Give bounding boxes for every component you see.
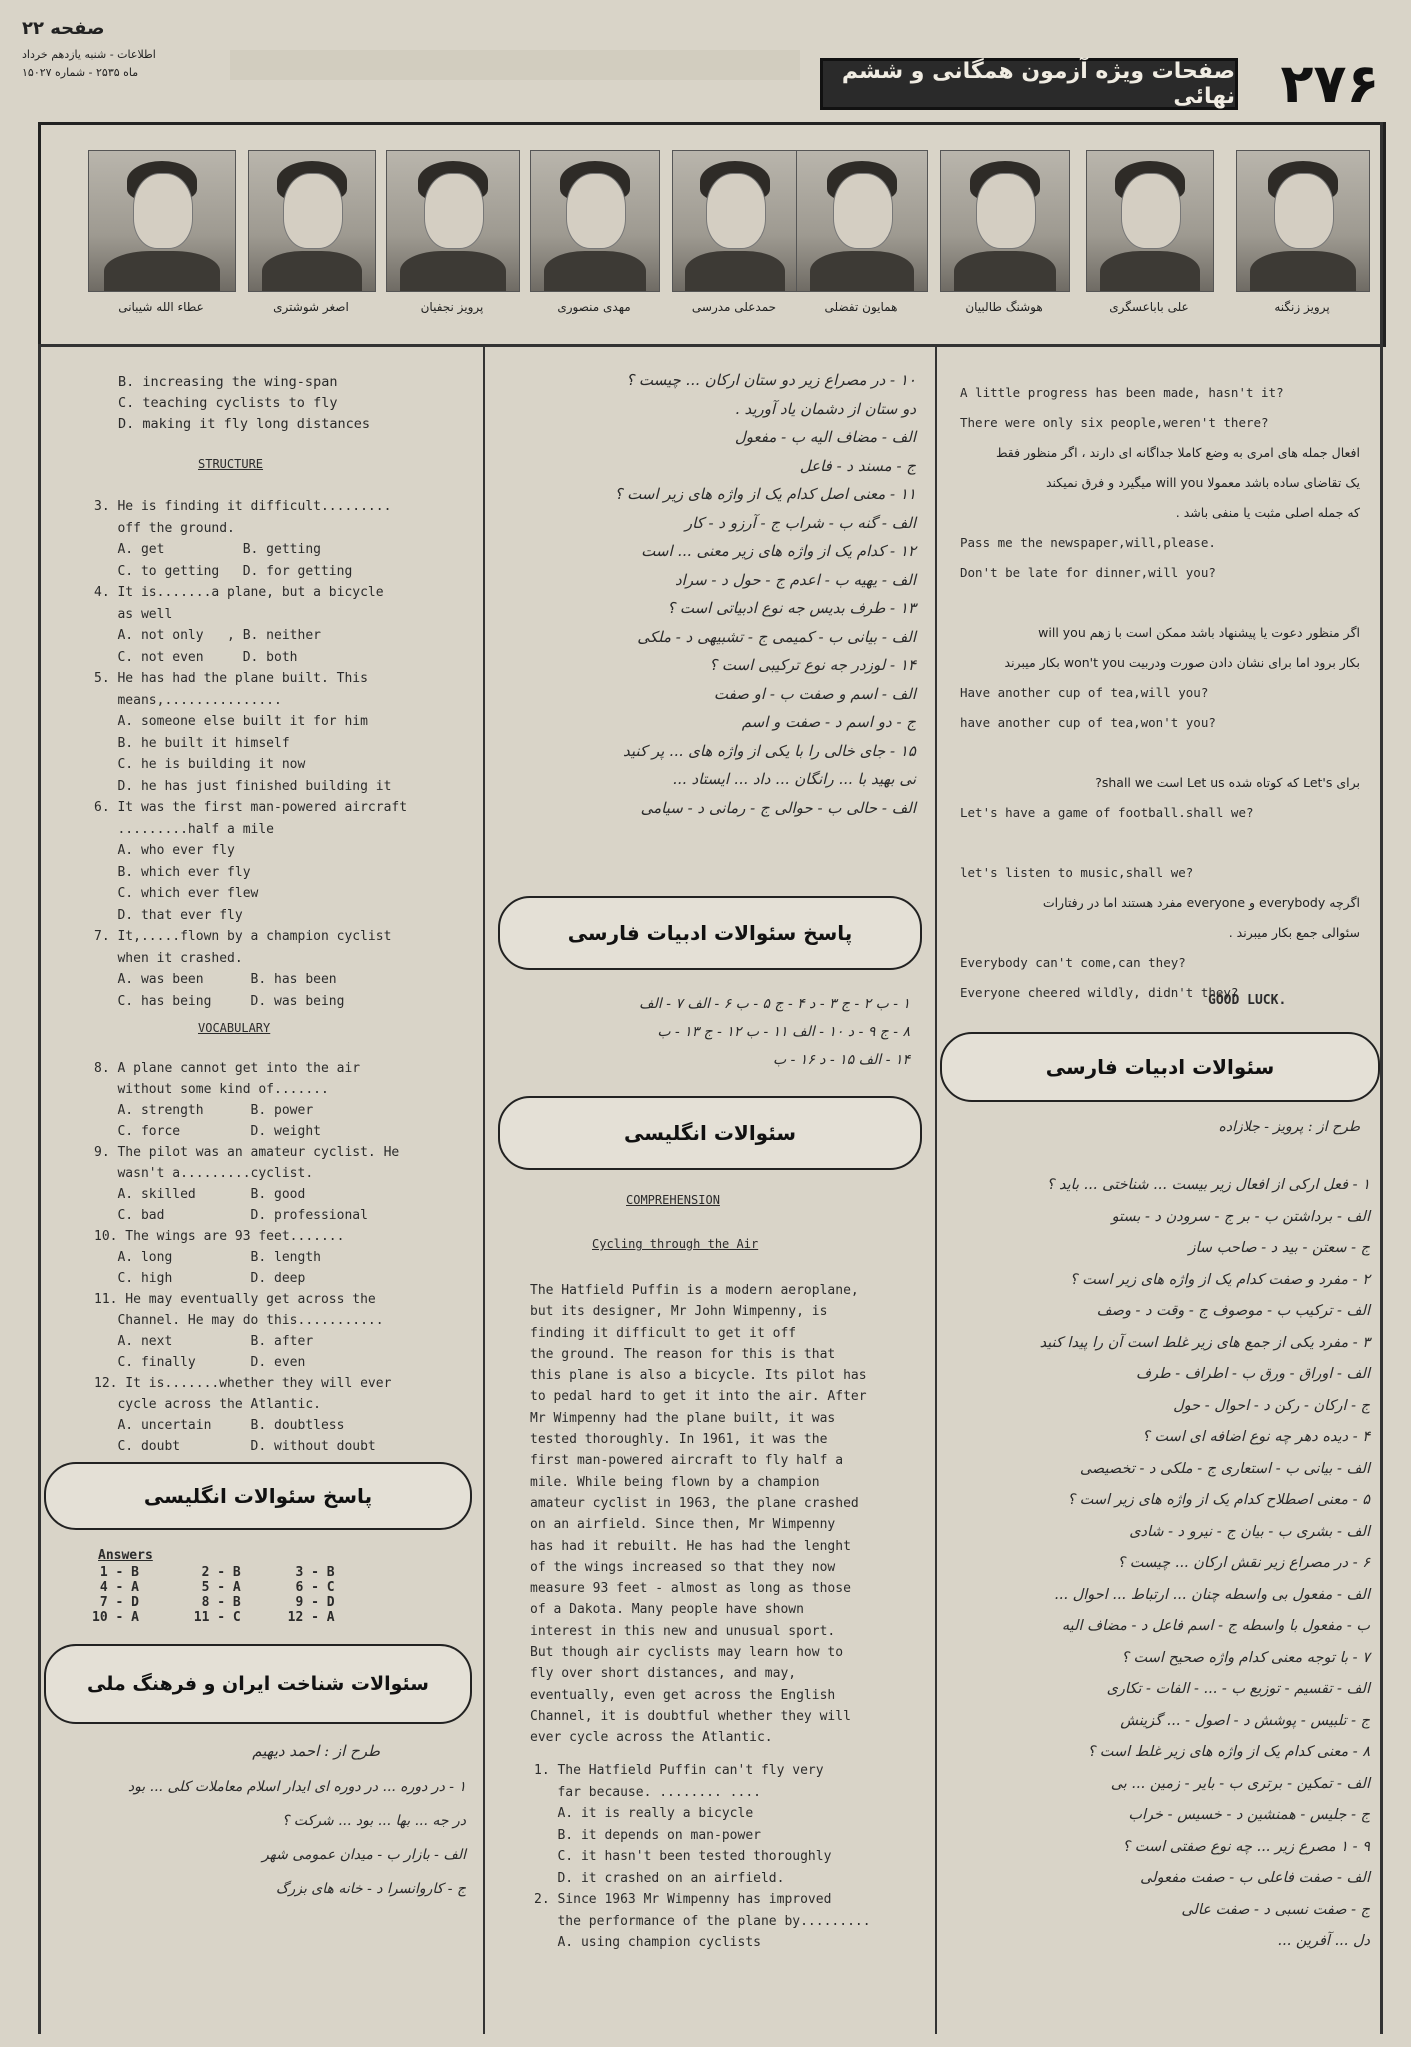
question-line: A. long B. length [94, 1250, 321, 1265]
vocabulary-heading: VOCABULARY [198, 1021, 271, 1035]
passage-line: the ground. The reason for this is that [530, 1346, 836, 1362]
comprehension-passage [530, 1280, 930, 1749]
question-line: when it crashed. [94, 950, 243, 966]
page-label: صفحه ۲۲ [22, 18, 105, 39]
issue-line: ماه ۲۵۳۵ - شماره ۱۵۰۲۷ [22, 66, 139, 79]
question-line: C. finally D. even [94, 1355, 306, 1370]
answers-grid [92, 1565, 335, 1625]
teacher-photo [88, 150, 236, 292]
question-line: C. to getting D. for getting [94, 563, 353, 579]
question-line: D. he has just finished building it [94, 778, 392, 794]
culture-title [44, 1644, 472, 1724]
handwritten-line: الف - تقسیم - توزیع ب - ... - الفات - تکاری [1106, 1681, 1370, 1697]
answer-row: 4 - A 5 - A 6 - C [92, 1580, 335, 1595]
persian-questions-continued [500, 366, 916, 822]
question-line: A. strength B. power [94, 1103, 314, 1118]
question-line: 5. He has had the plane built. This [94, 671, 368, 686]
persian-note-line: سئوالی جمع بکار میبرند . [1228, 925, 1360, 940]
teacher-photo [248, 150, 376, 292]
faded-banner [230, 50, 800, 80]
handwritten-line: الف - بیانی ب - کمیمی ج - تشبیهی د - ملکی [637, 627, 916, 646]
example-sentence: Everybody can't come,can they? [960, 955, 1186, 970]
handwritten-line: الف - اسم و صفت ب - او صفت [713, 684, 916, 703]
handwritten-line: ۱۴ - لوزدر جه نوع ترکیبی است ؟ [709, 656, 916, 674]
handwritten-line: الف - حالی ب - حوالی ج - رمانی د - سیامی [640, 798, 916, 817]
passage-line: on an airfield. Since then, Mr Wimpenny [530, 1517, 836, 1533]
section-title-box [820, 58, 1238, 110]
persian-answers [500, 990, 910, 1074]
culture-questions [46, 1770, 466, 1906]
persian-questions-title [940, 1032, 1380, 1102]
passage-line: of a Dakota. Many people have shown [530, 1602, 804, 1618]
question-line: 11. He may eventually get across the [94, 1292, 376, 1307]
passage-line: eventually, even get across the English [530, 1687, 836, 1703]
teacher-name: هوشنگ طالبیان [965, 300, 1043, 314]
passage-line: The Hatfield Puffin is a modern aeroplane, [530, 1283, 859, 1298]
question-line: A. uncertain B. doubtless [94, 1418, 345, 1433]
teacher-name: علی باباعسگری [1109, 300, 1189, 314]
handwritten-line: الف - یهیه ب - اعدم ج - حول د - سراد [674, 570, 916, 589]
persian-note-line: یک تقاضای ساده باشد معمولا will you میگیرد و فرق نمیکند [1045, 475, 1360, 490]
example-sentence: Don't be late for dinner,will you? [960, 565, 1216, 580]
question-line: means,............... [94, 692, 282, 708]
passage-line: mile. While being flown by a champion [530, 1474, 820, 1490]
question-line: A. who ever fly [94, 843, 235, 858]
column-rule-right [935, 344, 937, 2034]
teacher-name: اصغر شوشتری [273, 300, 349, 314]
answers-label: Answers [98, 1548, 153, 1563]
passage-title: Cycling through the Air [592, 1237, 759, 1251]
example-sentence [960, 738, 1360, 768]
handwritten-line: الف - اوراق - ورق ب - اطراف - طرف [1136, 1366, 1370, 1382]
persian-note-line: برای Let's که کوتاه شده Let us است shall we? [1095, 775, 1360, 790]
question-line: B. which ever fly [94, 864, 251, 880]
handwritten-line: دو ستان از دشمان یاد آورید . [734, 399, 916, 418]
handwritten-line: الف - مفعول بی واسطه چنان ... ارتباط ... احوال ... [1054, 1586, 1370, 1603]
question-line: far because. ........ .... [534, 1784, 761, 1800]
question-line: A. was been B. has been [94, 972, 337, 987]
teacher-photo [796, 150, 928, 292]
question-line: A. not only , B. neither [94, 628, 321, 643]
question-line: C. not even D. both [94, 649, 298, 665]
handwritten-line: ج - مسند د - فاعل [799, 456, 916, 475]
handwritten-line: ۱۱ - معنی اصل کدام یک از واژه های زیر است ؟ [614, 485, 916, 503]
persian-note-line: که جمله اصلی مثبت یا منفی باشد . [1175, 505, 1360, 520]
question-line: A. next B. after [94, 1334, 314, 1349]
handwritten-line: ۹ - ۱ مصرع زیر ... چه نوع صفتی است ؟ [1122, 1838, 1370, 1855]
passage-line: of the wings increased so that they now [530, 1559, 836, 1575]
handwritten-line: در جه ... بها ... بود ... شرکت ؟ [281, 1813, 466, 1829]
english-questions-title-text: سئوالات انگلیسی [623, 1121, 797, 1145]
header-bottom-rule [38, 344, 1383, 347]
question-line: 4. It is.......a plane, but a bicycle [94, 585, 384, 600]
english-answers-title-text: پاسخ سئوالات انگلیسی [143, 1484, 373, 1508]
persian-note-line: اگر منظور دعوت یا پیشنهاد باشد ممکن است با زهم will you [1038, 625, 1360, 640]
question-tags-notes [960, 378, 1360, 1008]
persian-author: طرح از : پرویز - جلازاده [1218, 1119, 1360, 1135]
column-rule-left [483, 344, 485, 2034]
handwritten-line: ۱۲ - کدام یک از واژه های زیر معنی ... است [641, 542, 916, 560]
page-border-left [38, 344, 41, 2034]
passage-line: tested thoroughly. In 1961, it was the [530, 1432, 828, 1448]
page-border-right [1380, 122, 1383, 2034]
handwritten-line: ۲ - مفرد و صفت کدام یک از واژه های زیر است ؟ [1069, 1271, 1370, 1288]
teacher-name: مهدی منصوری [557, 300, 631, 314]
structure-heading: STRUCTURE [198, 457, 264, 471]
handwritten-line: ۵ - معنی اصطلاح کدام یک از واژه های زیر است ؟ [1067, 1492, 1370, 1508]
persian-note-line: بکار برود اما برای نشان دادن صورت ودربیت won't you بکار میبرند [1004, 655, 1360, 670]
teacher-name: پرویز زنگنه [1274, 300, 1330, 314]
handwritten-line: الف - ترکیب ب - موصوف ج - وقت د - وصف [1096, 1303, 1370, 1319]
example-sentence: have another cup of tea,won't you? [960, 715, 1216, 730]
persian-note-line: اگرچه everybody و everyone مفرد هستند اما در رفتارات [1042, 895, 1360, 910]
handwritten-line: ۱ - در دوره ... در دوره ای ایدار اسلام معاملات کلی ... بود [127, 1779, 466, 1795]
handwritten-line: ۶ - در مصراع زیر نقش ارکان ... چیست ؟ [1117, 1555, 1370, 1571]
teacher-photo [672, 150, 798, 292]
question-line: 9. The pilot was an amateur cyclist. He [94, 1145, 400, 1160]
paper-dateline: اطلاعات - شنبه یازدهم خرداد [22, 48, 156, 61]
handwritten-line: ۴ - دیده دهر چه نوع اضافه ای است ؟ [1142, 1429, 1370, 1445]
teacher-photo [1086, 150, 1214, 292]
persian-answers-title-text: پاسخ سئوالات ادبیات فارسی [567, 921, 853, 945]
question-line: A. it is really a bicycle [534, 1806, 754, 1821]
handwritten-line: ۱۴ - الف ۱۵ - د ۱۶ - ب [772, 1052, 910, 1068]
good-luck: GOOD LUCK. [1208, 993, 1287, 1008]
option-line: C. teaching cyclists to fly [118, 395, 338, 411]
persian-note-line: افعال جمله های امری به وضع کاملا جداگانه ای دارند ، اگر منظور فقط [995, 445, 1360, 460]
english-answers-title [44, 1462, 472, 1530]
structure-questions [94, 496, 474, 1012]
question-line: B. it depends on man-power [534, 1827, 761, 1843]
handwritten-line: الف - بشری ب - بیان ج - نیرو د - شادی [1129, 1523, 1370, 1540]
question-line: 2. Since 1963 Mr Wimpenny has improved [534, 1892, 832, 1907]
handwritten-line: ۳ - مفرد یکی از جمع های زیر غلط است آن را پیدا کنید [1039, 1334, 1370, 1351]
question-line: B. he built it himself [94, 735, 290, 751]
handwritten-line: ج - صفت نسبی د - صفت عالی [1181, 1901, 1370, 1918]
question-line: C. bad D. professional [94, 1208, 368, 1223]
handwritten-line: الف - بازار ب - میدان عمومی شهر [261, 1847, 466, 1863]
comprehension-heading: COMPREHENSION [626, 1193, 720, 1207]
handwritten-line: ج - ارکان - رکن د - احوال - حول [1173, 1397, 1370, 1414]
question-line: the performance of the plane by......... [534, 1913, 871, 1929]
section-title: صفحات ویژه آزمون همگانی و ششم نهائی [841, 59, 1235, 109]
question-line: D. it crashed on an airfield. [534, 1870, 785, 1886]
handwritten-line: ب - مفعول با واسطه ج - اسم فاعل د - مضاف الیه [1061, 1618, 1370, 1634]
passage-line: finding it difficult to get it off [530, 1325, 797, 1341]
handwritten-line: ۱ - ب ۲ - ج ۳ - د ۴ - ج ۵ - ب ۶ - الف ۷ - الف [639, 996, 910, 1012]
section-number: ۲۷۶ [1280, 52, 1380, 115]
passage-line: Mr Wimpenny had the plane built, it was [530, 1410, 836, 1426]
teacher-photo [386, 150, 520, 292]
handwritten-line: الف - برداشتن ب - بر ج - سرودن د - بستو [1111, 1208, 1370, 1225]
handwritten-line: نی بهید با ... رانگان ... داد ... ایستاد ... [672, 770, 916, 788]
handwritten-line: الف - صفت فاعلی ب - صفت مفعولی [1140, 1870, 1370, 1886]
question-line: 12. It is.......whether they will ever [94, 1376, 392, 1391]
question-line: C. it hasn't been tested thoroughly [534, 1849, 832, 1864]
passage-line: first man-powered aircraft to fly half a [530, 1453, 844, 1469]
handwritten-line: ۸ - معنی کدام یک از واژه های زیر غلط است ؟ [1087, 1744, 1370, 1760]
example-sentence: Have another cup of tea,will you? [960, 685, 1209, 700]
handwritten-line: ج - کاروانسرا د - خانه های بزرگ [275, 1881, 466, 1897]
question-line: D. that ever fly [94, 907, 243, 923]
handwritten-line: الف - مضاف الیه ب - مفعول [734, 428, 916, 446]
teacher-photo [530, 150, 660, 292]
passage-line: measure 93 feet - almost as long as those [530, 1581, 851, 1597]
passage-line: interest in this new and unusual sport. [530, 1623, 836, 1639]
teacher-name: همایون تفضلی [824, 300, 898, 314]
persian-answers-title [498, 896, 922, 970]
answer-row: 10 - A 11 - C 12 - A [92, 1610, 335, 1625]
question-line: C. high D. deep [94, 1271, 306, 1286]
passage-line: fly over short distances, and may, [530, 1666, 797, 1682]
handwritten-line: ۱۵ - جای خالی را با یکی از واژه های ... پر کنید [623, 741, 916, 760]
handwritten-line: الف - بیانی ب - استعاری ج - ملکی د - تخصیصی [1079, 1460, 1370, 1477]
example-sentence: Pass me the newspaper,will,please. [960, 535, 1216, 550]
question-line: 1. The Hatfield Puffin can't fly very [534, 1763, 824, 1778]
question-line: C. which ever flew [94, 886, 259, 901]
question-line: Channel. He may do this........... [94, 1313, 384, 1328]
teacher-name: حمدعلی مدرسی [691, 300, 777, 314]
question-line: cycle across the Atlantic. [94, 1397, 321, 1412]
handwritten-line: ۸ - ج ۹ - د ۱۰ - الف ۱۱ - ب ۱۲ - ج ۱۳ - ب [657, 1024, 910, 1040]
passage-line: But though air cyclists may learn how to [530, 1645, 844, 1661]
question-line: C. he is building it now [94, 757, 306, 772]
question-line: A. get B. getting [94, 542, 321, 557]
persian-questions-title-text: سئوالات ادبیات فارسی [1045, 1055, 1275, 1079]
option-line: B. increasing the wing-span [118, 374, 338, 390]
handwritten-line: الف - تمکین - برتری ب - بایر - زمین ... بی [1110, 1775, 1370, 1792]
handwritten-line: ۱۰ - در مصراع زیر دو ستان ارکان ... چیست ؟ [626, 371, 916, 389]
handwritten-line: ج - جلیس - همنشین د - خسیس - خراب [1128, 1807, 1370, 1823]
passage-line: has had it rebuilt. He has had the lenght [530, 1538, 851, 1554]
answer-row: 7 - D 8 - B 9 - D [92, 1595, 335, 1610]
teacher-name: عطاء الله شیبانی [118, 300, 204, 314]
handwritten-line: ۱ - فعل ارکی از افعال زیر بیست ... شناختی ... باید ؟ [1046, 1177, 1370, 1193]
question-line: 7. It,.....flown by a champion cyclist [94, 929, 392, 944]
question-line: 6. It was the first man-powered aircraft [94, 800, 408, 815]
example-sentence: let's listen to music,shall we? [960, 865, 1194, 880]
example-sentence: There were only six people,weren't there? [960, 415, 1269, 430]
example-sentence [960, 588, 1360, 618]
passage-line: ever cycle across the Atlantic. [530, 1730, 773, 1746]
question-line: 8. A plane cannot get into the air [94, 1061, 361, 1076]
teacher-photo [1236, 150, 1370, 292]
question-line: .........half a mile [94, 821, 275, 837]
handwritten-line: الف - گنه ب - شراب ج - آرزو د - کار [684, 513, 916, 532]
question-line: wasn't a.........cyclist. [94, 1166, 314, 1181]
question-line: A. someone else built it for him [94, 714, 368, 729]
question-line: C. has being D. was being [94, 993, 345, 1009]
question-line: A. skilled B. good [94, 1187, 306, 1202]
comprehension-questions [534, 1760, 934, 1954]
option-line: D. making it fly long distances [118, 416, 370, 432]
handwritten-line: ج - تلبیس - پوشش د - اصول - ... گزینش [1120, 1712, 1370, 1729]
example-sentence: Everyone cheered wildly, didn't they? [960, 985, 1239, 1000]
example-sentence: A little progress has been made, hasn't it? [960, 385, 1284, 400]
example-sentence [960, 828, 1360, 858]
question-line: without some kind of....... [94, 1082, 329, 1097]
passage-line: amateur cyclist in 1963, the plane crashed [530, 1495, 859, 1511]
passage-line: but its designer, Mr John Wimpenny, is [530, 1304, 828, 1320]
left-top-options [118, 372, 478, 435]
handwritten-line: ج - دو اسم د - صفت و اسم [741, 713, 916, 731]
question-line: A. using champion cyclists [534, 1935, 761, 1950]
passage-line: this plane is also a bicycle. Its pilot has [530, 1368, 867, 1384]
english-questions-title [498, 1096, 922, 1170]
question-line: 10. The wings are 93 feet....... [94, 1229, 345, 1244]
passage-line: Channel, it is doubtful whether they will [530, 1708, 851, 1724]
handwritten-line: دل ... آفرین ... [1277, 1933, 1370, 1949]
handwritten-line: ج - سعتن - بید د - صاحب ساز [1188, 1240, 1370, 1256]
question-line: C. force D. weight [94, 1124, 321, 1139]
handwritten-line: ۱۳ - طرف بدیس جه نوع ادبیاتی است ؟ [667, 599, 916, 617]
question-line: 3. He is finding it difficult......... [94, 499, 392, 514]
question-line: as well [94, 606, 173, 622]
example-sentence: Let's have a game of football.shall we? [960, 805, 1254, 820]
culture-title-text: سئوالات شناخت ایران و فرهنگ ملی [87, 1673, 429, 1695]
vocabulary-questions [94, 1058, 474, 1457]
answer-row: 1 - B 2 - B 3 - B [92, 1565, 335, 1580]
culture-author: طرح از : احمد دیهیم [252, 1742, 380, 1760]
teacher-name: پرویز نجفیان [420, 300, 484, 314]
question-line: C. doubt D. without doubt [94, 1439, 376, 1454]
passage-line: to pedal hard to get it into the air. After [530, 1389, 867, 1405]
teacher-photo [940, 150, 1070, 292]
persian-questions [944, 1170, 1370, 1958]
question-line: off the ground. [94, 520, 235, 536]
handwritten-line: ۷ - با توجه معنی کدام واژه صحیح است ؟ [1121, 1649, 1370, 1666]
